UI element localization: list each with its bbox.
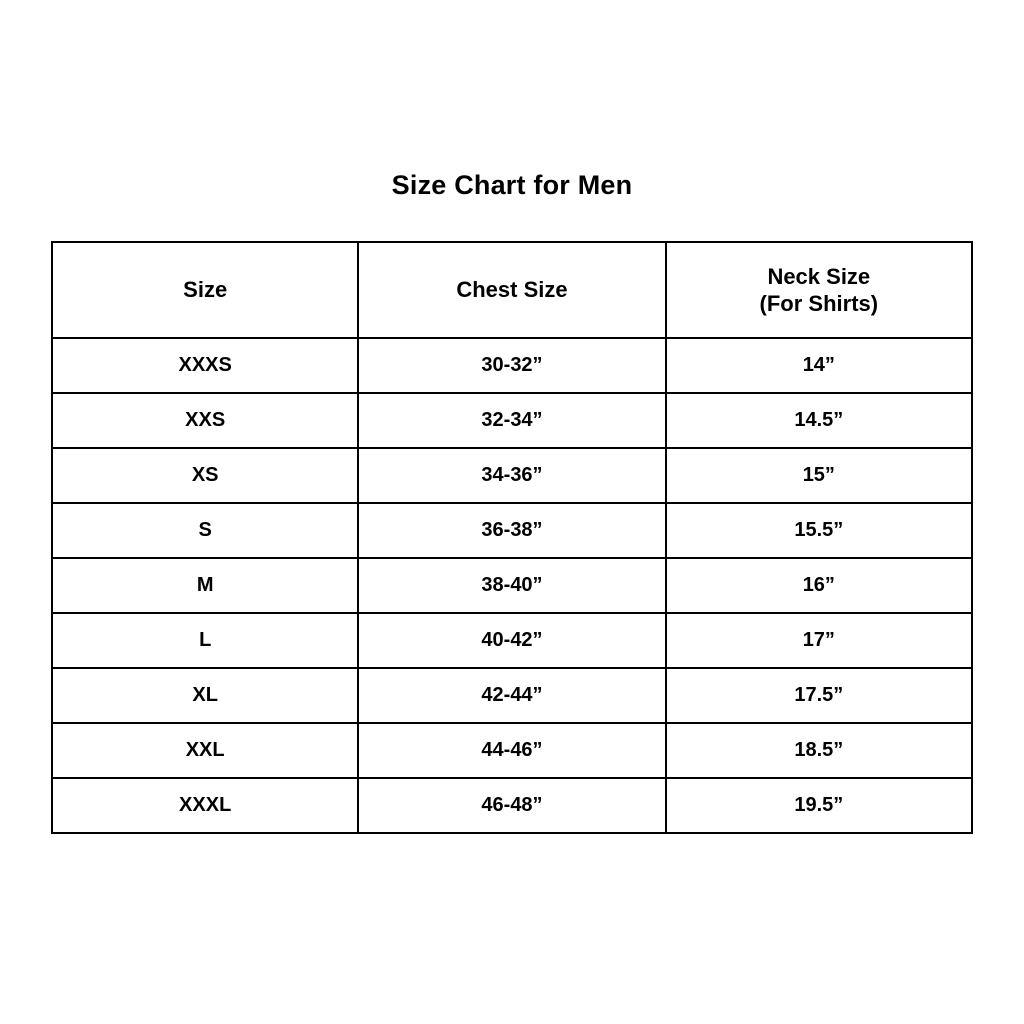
table-body [52,338,972,833]
cell-chest-size: 38-40” [358,558,665,613]
cell-size: XXXS [52,338,358,393]
cell-neck-size: 14.5” [666,393,972,448]
column-header-neck-size-label: Neck Size [767,263,871,289]
table-row [52,613,972,668]
cell-chest-size: 36-38” [358,503,665,558]
cell-chest-size: 44-46” [358,723,665,778]
cell-chest-size: 34-36” [358,448,665,503]
cell-neck-size: 19.5” [666,778,972,833]
page-title: Size Chart for Men [391,170,633,200]
cell-neck-size: 15.5” [666,503,972,558]
column-header-neck-size [666,242,972,338]
cell-size: L [52,613,358,668]
cell-size: XXL [52,723,358,778]
cell-size: XL [52,668,358,723]
column-header-size [52,242,358,338]
cell-neck-size: 18.5” [666,723,972,778]
cell-neck-size: 16” [666,558,972,613]
cell-size: XXXL [52,778,358,833]
column-header-chest-size [358,242,665,338]
cell-chest-size: 40-42” [358,613,665,668]
column-header-size-label: Size [183,277,228,303]
column-header-neck-size-sublabel: (For Shirts) [759,291,879,316]
cell-neck-size: 17” [666,613,972,668]
table-row [52,723,972,778]
table-row [52,393,972,448]
cell-neck-size: 15” [666,448,972,503]
cell-size: S [52,503,358,558]
cell-neck-size: 17.5” [666,668,972,723]
cell-chest-size: 46-48” [358,778,665,833]
table-row [52,558,972,613]
cell-chest-size: 42-44” [358,668,665,723]
cell-chest-size: 32-34” [358,393,665,448]
cell-size: M [52,558,358,613]
cell-neck-size: 14” [666,338,972,393]
table-row [52,778,972,833]
table-header [52,242,972,338]
table-row [52,503,972,558]
cell-size: XXS [52,393,358,448]
size-table [51,241,973,834]
table-row [52,448,972,503]
cell-size: XS [52,448,358,503]
table-header-row [52,242,972,338]
table-row [52,668,972,723]
column-header-chest-size-label: Chest Size [456,277,568,303]
cell-chest-size: 30-32” [358,338,665,393]
table-row [52,338,972,393]
size-table-container [51,241,973,834]
